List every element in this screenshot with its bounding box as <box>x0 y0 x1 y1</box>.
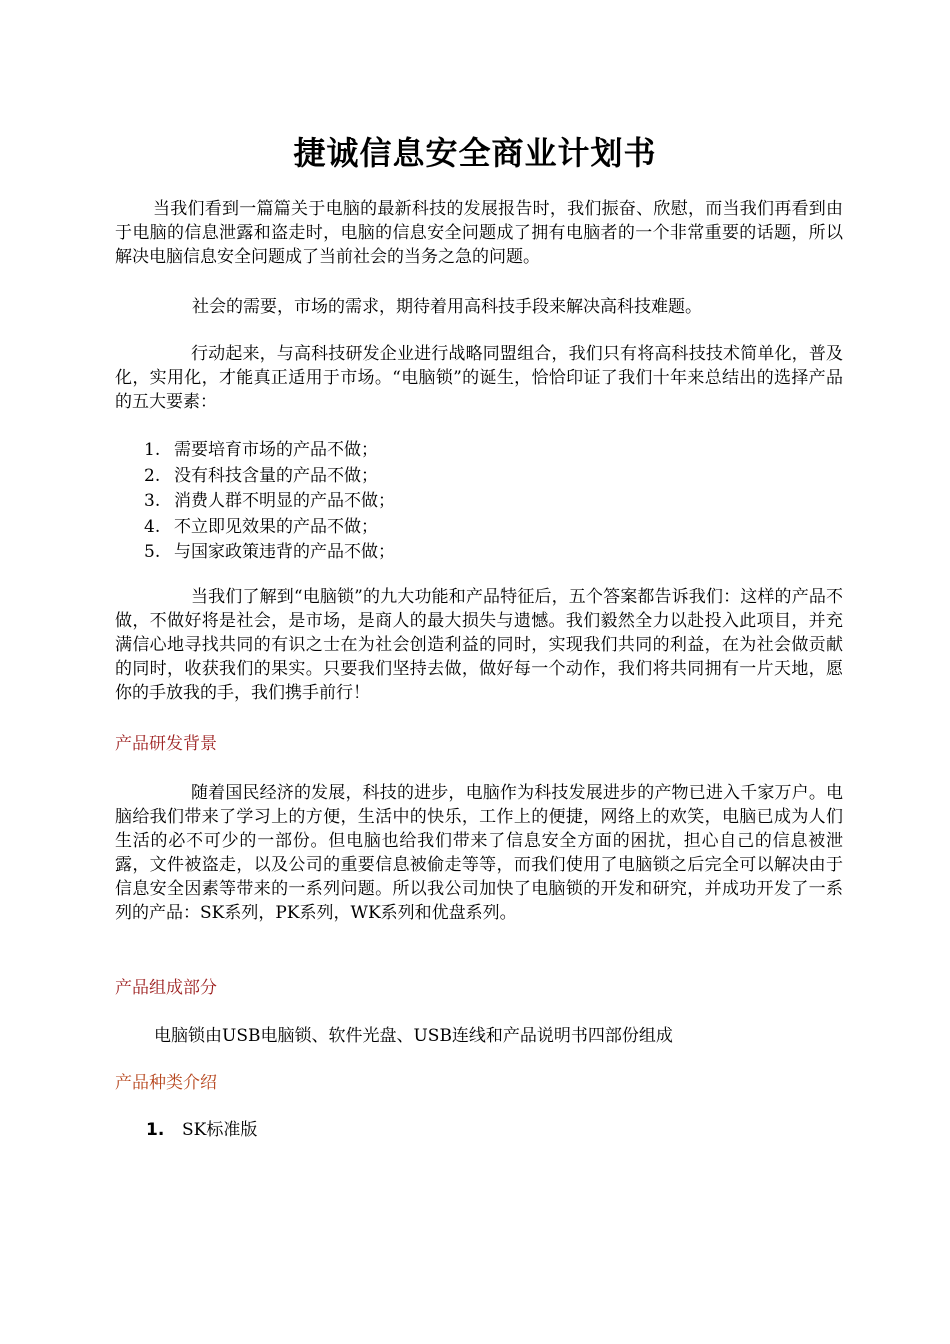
section-heading-components: 产品组成部分 <box>115 978 217 998</box>
list-item: 3. 消费人群不明显的产品不做； <box>144 491 395 511</box>
page-title: 捷诚信息安全商业计划书 <box>293 134 657 172</box>
list-item: 2. 没有科技含量的产品不做； <box>144 465 378 486</box>
intro-paragraph-3: 行动起来，与高科技研发企业进行战略同盟组合，我们只有将高科技技术简单化，普及化，实用化，才能真正适用于市场。“电脑锁”的诞生，恰恰印证了我们十年来总结出的选择产品的五大要素： <box>115 344 843 412</box>
list-item: 5. 与国家政策违背的产品不做； <box>144 542 395 562</box>
product-type-label: SK标准版 <box>182 1120 258 1140</box>
background-paragraph: 随着国民经济的发展，科技的进步，电脑作为科技发展进步的产物已进入千家万户。电脑给我们带来了学习上的方便，生活中的快乐，工作上的便捷，网络上的欢笑，电脑已成为人们生活的必不可少的一部份。但电脑也给我们带来了信息安全方面的困扰，担心自己的信息被泄露，文件被盗走，以及公司的重要信息被偷走等等，而我们使用了电脑锁之后完全可以解决由于信息安全因素等带来的一系列问题。所以我公司加快了电脑锁的开发和研究，并成功开发了一系列的产品：SK系列，PK系列，WK系列和优盘系列。 <box>115 783 843 923</box>
intro-paragraph-2: 社会的需要，市场的需求，期待着用高科技手段来解决高科技难题。 <box>192 297 702 317</box>
conclusion-paragraph: 当我们了解到“电脑锁”的九大功能和产品特征后，五个答案都告诉我们：这样的产品不做，不做好将是社会，是市场，是商人的最大损失与遗憾。我们毅然全力以赴投入此项目，并充满信心地寻找共同的有识之士在为社会创造利益的同时，实现我们共同的利益，在为社会做贡献的同时，收获我们的果实。只要我们坚持去做，做好每一个动作，我们将共同拥有一片天地，愿你的手放我的手，我们携手前行！ <box>115 587 843 703</box>
intro-paragraph-1: 当我们看到一篇篇关于电脑的最新科技的发展报告时，我们振奋、欣慰，而当我们再看到由于电脑的信息泄露和盗走时，电脑的信息安全问题成了拥有电脑者的一个非常重要的话题，所以解决电脑信息安全问题成了当前社会的当务之急的问题。 <box>115 199 843 267</box>
principles-list <box>144 438 395 566</box>
product-type-item <box>146 1118 257 1142</box>
product-type-number: 1. <box>146 1120 165 1140</box>
list-item: 1. 需要培育市场的产品不做； <box>144 440 378 460</box>
section-heading-types: 产品种类介绍 <box>115 1073 217 1093</box>
section-heading-background: 产品研发背景 <box>115 734 217 754</box>
components-paragraph: 电脑锁由USB电脑锁、软件光盘、USB连线和产品说明书四部份组成 <box>154 1026 673 1046</box>
list-item: 4. 不立即见效果的产品不做； <box>144 516 378 537</box>
